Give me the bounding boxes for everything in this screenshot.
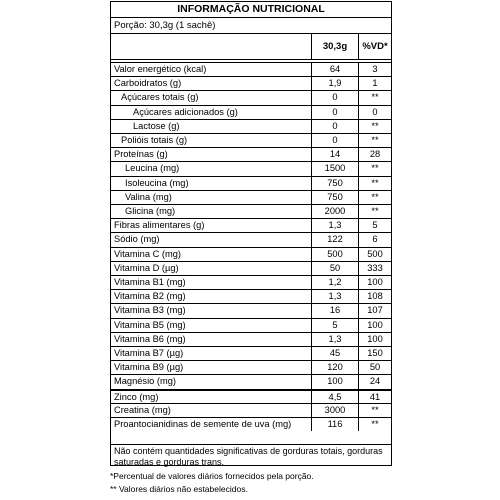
table-row <box>111 389 391 403</box>
nutrient-vd: 3 <box>358 63 391 76</box>
nutrient-vd: 28 <box>358 148 391 161</box>
table-row <box>111 289 391 303</box>
nutrient-amount: 45 <box>311 347 358 360</box>
table-row <box>111 232 391 246</box>
nutrient-label: Vitamina B9 (µg) <box>114 362 184 373</box>
nutrient-label: Fibras alimentares (g) <box>114 220 205 231</box>
footnote-not-established: ** Valores diários não estabelecidos. <box>110 484 248 494</box>
nutrient-label: Zinco (mg) <box>114 391 159 402</box>
nutrient-amount: 500 <box>311 248 358 261</box>
nutrient-vd: 108 <box>358 290 391 303</box>
nutrient-amount: 1,3 <box>311 219 358 232</box>
nutrient-amount: 1,3 <box>311 290 358 303</box>
nutrient-amount: 14 <box>311 148 358 161</box>
column-header-amount: 30,3g <box>311 33 358 59</box>
nutrient-amount: 3000 <box>311 404 358 417</box>
table-row <box>111 161 391 175</box>
nutrient-label: Glicina (mg) <box>125 206 176 216</box>
table-row <box>111 360 391 374</box>
nutrient-vd: 107 <box>358 304 391 317</box>
nutrient-label: Vitamina B1 (mg) <box>114 277 186 287</box>
nutrient-vd: 333 <box>358 262 391 275</box>
nutrient-vd: 1 <box>358 77 391 90</box>
table-row <box>111 374 391 388</box>
nutrient-amount: 0 <box>311 91 358 104</box>
table-row <box>111 332 391 346</box>
table-row <box>111 176 391 190</box>
nutrient-label: Sódio (mg) <box>114 234 160 245</box>
table-row <box>111 247 391 261</box>
nutrient-label: Proteínas (g) <box>114 149 168 160</box>
nutrient-amount: 750 <box>311 191 358 204</box>
nutrient-label: Leucina (mg) <box>125 163 180 174</box>
nutrient-amount: 120 <box>311 361 358 374</box>
table-row <box>111 105 391 119</box>
table-row <box>111 218 391 232</box>
nutrient-vd: 6 <box>358 233 391 246</box>
nutrient-amount: 1,3 <box>311 333 358 346</box>
table-row <box>111 119 391 133</box>
nutrient-amount: 1,9 <box>311 77 358 90</box>
nutrient-vd: ** <box>358 418 391 431</box>
table-title: INFORMAÇÃO NUTRICIONAL <box>177 3 325 15</box>
table-row <box>111 147 391 161</box>
nutrient-label: Creatina (mg) <box>114 404 171 415</box>
table-row <box>111 76 391 90</box>
nutrient-vd: ** <box>358 177 391 190</box>
nutrient-vd: 500 <box>358 248 391 261</box>
nutrient-vd: ** <box>358 162 391 175</box>
nutrient-vd: ** <box>358 134 391 147</box>
header-blank <box>111 33 311 59</box>
nutrient-label: Açúcares totais (g) <box>121 92 199 103</box>
table-note: Não contém quantidades significativas de gorduras totais, gorduras saturadas e gorduras trans. <box>111 444 391 469</box>
nutrient-label: Polióis totais (g) <box>121 135 188 145</box>
nutrient-amount: 0 <box>311 106 358 119</box>
table-row <box>111 403 391 417</box>
nutrient-label: Vitamina B3 (mg) <box>114 305 186 316</box>
table-row <box>111 318 391 332</box>
nutrient-vd: 0 <box>358 106 391 119</box>
nutrient-amount: 750 <box>311 177 358 190</box>
nutrient-vd: ** <box>358 205 391 218</box>
nutrient-amount: 50 <box>311 262 358 275</box>
table-row <box>111 346 391 360</box>
nutrient-vd: 50 <box>358 361 391 374</box>
nutrient-label: Magnésio (mg) <box>114 376 177 387</box>
nutrient-vd: 5 <box>358 219 391 232</box>
nutrient-label: Açúcares adicionados (g) <box>133 106 238 117</box>
nutrient-amount: 16 <box>311 304 358 317</box>
nutrient-amount: 64 <box>311 63 358 76</box>
nutrient-label: Proantocianidinas de semente de uva (mg) <box>114 419 292 429</box>
nutrient-label: Carboidratos (g) <box>114 78 182 89</box>
nutrient-vd: ** <box>358 404 391 417</box>
nutrient-vd: 150 <box>358 347 391 360</box>
table-row <box>111 90 391 104</box>
table-row <box>111 275 391 289</box>
nutrient-label: Isoleucina (mg) <box>125 177 189 188</box>
nutrient-label: Valina (mg) <box>125 191 172 202</box>
nutrient-label: Vitamina C (mg) <box>114 248 181 259</box>
nutrient-label: Vitamina B2 (mg) <box>114 291 186 302</box>
portion-size: Porção: 30,3g (1 sachê) <box>111 17 391 33</box>
nutrient-amount: 122 <box>311 233 358 246</box>
nutrient-label: Vitamina B5 (mg) <box>114 319 186 330</box>
table-row <box>111 190 391 204</box>
nutrient-vd: ** <box>358 120 391 133</box>
table-row <box>111 204 391 218</box>
nutrient-vd: 100 <box>358 319 391 332</box>
table-row <box>111 62 391 76</box>
nutrient-amount: 5 <box>311 319 358 332</box>
nutrient-label: Valor energético (kcal) <box>114 64 207 74</box>
table-row <box>111 417 391 431</box>
nutrient-label: Vitamina B6 (mg) <box>114 333 186 344</box>
table-row <box>111 133 391 147</box>
nutrient-label: Vitamina D (µg) <box>114 262 179 273</box>
table-row <box>111 261 391 275</box>
nutrient-label: Lactose (g) <box>133 120 180 131</box>
nutrient-amount: 4,5 <box>311 391 358 403</box>
nutrient-vd: 100 <box>358 276 391 289</box>
nutrient-amount: 0 <box>311 120 358 133</box>
footnote-vd: *Percentual de valores diários fornecidos pela porção. <box>110 471 314 481</box>
nutrient-label: Vitamina B7 (µg) <box>114 348 184 358</box>
nutrient-vd: 100 <box>358 333 391 346</box>
nutrition-facts-table <box>110 1 392 466</box>
nutrient-amount: 1,2 <box>311 276 358 289</box>
nutrient-amount: 2000 <box>311 205 358 218</box>
column-header-vd: %VD* <box>358 33 391 59</box>
table-row <box>111 303 391 317</box>
nutrient-amount: 1500 <box>311 162 358 175</box>
nutrient-amount: 116 <box>311 418 358 431</box>
nutrient-amount: 100 <box>311 375 358 388</box>
nutrient-vd: ** <box>358 191 391 204</box>
nutrient-amount: 0 <box>311 134 358 147</box>
nutrient-vd: ** <box>358 91 391 104</box>
nutrient-vd: 41 <box>358 391 391 403</box>
nutrient-vd: 24 <box>358 375 391 388</box>
